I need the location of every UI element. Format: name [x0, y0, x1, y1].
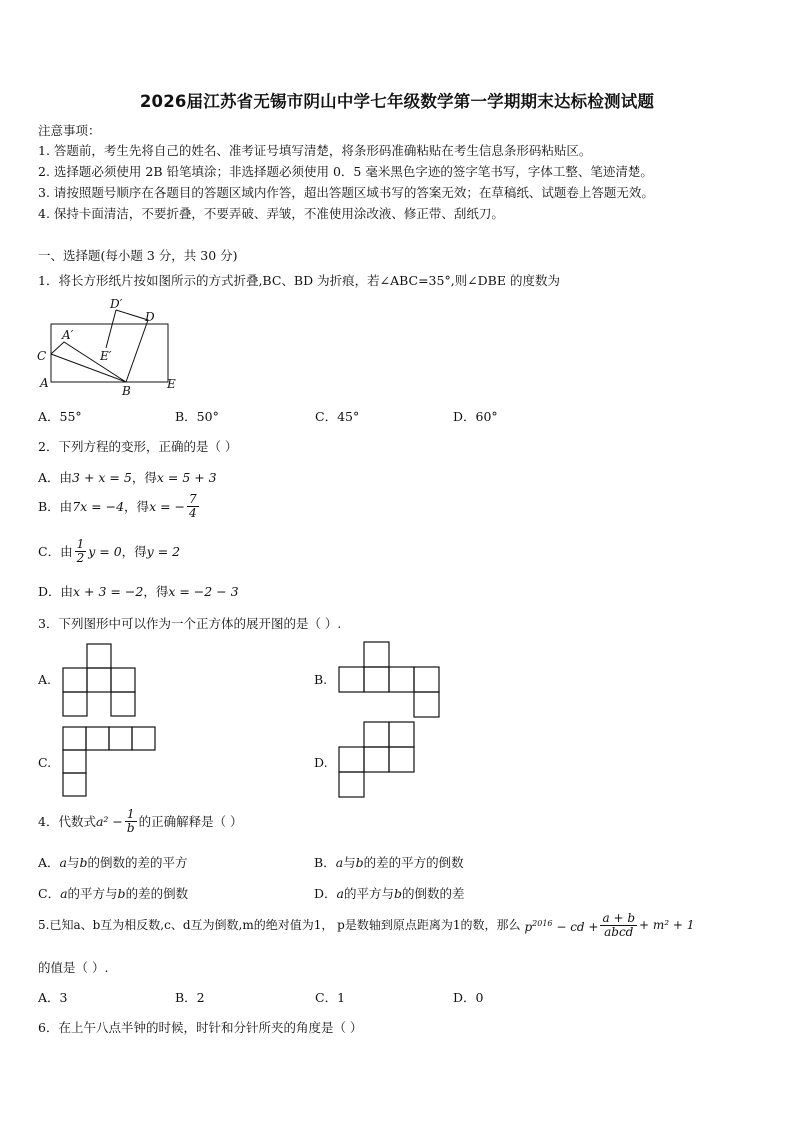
- fraction: [125, 808, 137, 835]
- expression-base: p: [524, 920, 533, 935]
- equation: 7x = −4: [72, 499, 125, 515]
- option-letter: C．: [38, 886, 61, 901]
- option-b: [314, 853, 464, 871]
- denominator: abcd: [604, 925, 634, 940]
- option-c: C．1: [315, 990, 346, 1005]
- option-d: D．60°: [453, 409, 498, 424]
- label-a: A: [40, 376, 49, 390]
- option-a: [38, 853, 188, 871]
- denominator: 2: [76, 551, 85, 566]
- option-text: 的倒数的差: [402, 886, 465, 901]
- numerator: a + b: [602, 911, 636, 925]
- option-c: [38, 538, 180, 565]
- question-2-stem: 2．下列方程的变形，正确的是（ ）: [38, 439, 238, 454]
- question-5-stem: [38, 912, 694, 939]
- notes-heading: 注意事项：: [38, 123, 101, 138]
- option-prefix: B．由: [38, 499, 73, 515]
- variable: b: [394, 886, 403, 901]
- option-text: 与: [343, 855, 356, 870]
- label-d: D: [145, 310, 155, 324]
- option-d: [314, 884, 465, 902]
- label-e-prime: E′: [100, 349, 112, 363]
- fraction: [75, 538, 87, 565]
- option-a: A．3: [38, 990, 68, 1005]
- option-text: 的差的倒数: [125, 886, 189, 901]
- option-a: A．55°: [38, 409, 82, 424]
- section-heading: 一、选择题(每小题 3 分，共 30 分): [38, 248, 238, 263]
- expression-tail: + m² + 1: [639, 918, 695, 933]
- variable: b: [79, 855, 88, 870]
- result: x = −: [149, 499, 186, 515]
- variable: a: [60, 886, 68, 901]
- option-b: B．50°: [175, 409, 219, 424]
- option-c: [38, 884, 188, 902]
- fraction: [187, 493, 199, 520]
- variable: b: [117, 886, 126, 901]
- option-c: C．45°: [315, 409, 360, 424]
- stem-prefix: 4．代数式: [38, 814, 96, 830]
- option-text: 的差的平方的倒数: [363, 855, 464, 870]
- expression: [524, 920, 598, 934]
- option-a-label: A.: [38, 672, 52, 687]
- option-letter: B．: [314, 855, 336, 870]
- question-1-stem: 1．将长方形纸片按如图所示的方式折叠,BC、BD 为折痕，若∠ABC=35°,则∠DBE 的度数为: [38, 273, 560, 288]
- numerator: 1: [76, 537, 85, 551]
- option-prefix: D．由: [38, 584, 74, 599]
- label-c: C: [37, 349, 47, 363]
- note-item: 3. 请按照题号顺序在各题目的答题区域内作答，超出答题区域书写的答案无效；在草稿纸、试题卷上答题无效。: [38, 185, 654, 200]
- question-5-line2: 的值是（ ）.: [38, 960, 109, 975]
- option-b: B．2: [175, 990, 205, 1005]
- question-6-stem: 6．在上午八点半钟的时候，时针和分针所夹的角度是（ ）: [38, 1020, 363, 1035]
- option-letter: A．: [38, 855, 60, 870]
- option-a: [38, 468, 217, 486]
- result: x = 5 + 3: [156, 470, 217, 485]
- result: y = 2: [146, 544, 181, 560]
- option-connector: ，得: [121, 544, 147, 560]
- option-connector: ，得: [124, 499, 150, 515]
- stem-suffix: 的正确解释是（ ）: [138, 814, 243, 830]
- option-d: [38, 582, 239, 600]
- exponent: 2016: [532, 919, 553, 929]
- numerator: 7: [189, 492, 197, 506]
- equation: x + 3 = −2: [73, 584, 144, 599]
- result: x = −2 − 3: [168, 584, 239, 599]
- net-d-figure: [338, 721, 420, 803]
- option-text: 与: [66, 855, 80, 870]
- net-b-figure: [338, 641, 442, 719]
- option-connector: ，得: [143, 584, 169, 599]
- note-item: 2. 选择题必须使用 2B 铅笔填涂；非选择题必须使用 0．5 毫米黑色字迹的签字笔书写，字体工整、笔迹清楚。: [38, 164, 653, 179]
- net-c-figure: [62, 726, 158, 798]
- option-prefix: C．由: [38, 544, 73, 560]
- equation: 3 + x = 5: [72, 470, 132, 485]
- option-b-label: B.: [314, 672, 328, 687]
- question-1-figure: [36, 296, 186, 398]
- net-a-figure: [62, 643, 140, 717]
- equation: y = 0: [88, 544, 122, 560]
- page-title: 2026届江苏省无锡市阴山中学七年级数学第一学期期末达标检测试题: [139, 92, 655, 111]
- variable: a: [335, 855, 344, 870]
- stem-text: 5.已知a、b互为相反数,c、d互为倒数,m的绝对值为1， p是数轴到原点距离为1的数，那么: [38, 918, 521, 933]
- variable: a: [336, 886, 344, 901]
- option-text: 的平方与: [67, 886, 118, 901]
- note-item: 1. 答题前，考生先将自己的姓名、准考证号填写清楚，将条形码准确粘贴在考生信息条形码粘贴区。: [38, 143, 592, 158]
- option-prefix: A．由: [38, 470, 73, 485]
- option-text: 的倒数的差的平方: [87, 855, 188, 870]
- label-a-prime: A′: [62, 328, 74, 342]
- denominator: b: [126, 821, 135, 836]
- question-4-stem: [38, 808, 243, 835]
- option-letter: D．: [314, 886, 337, 901]
- note-item: 4. 保持卡面清洁，不要折叠，不要弄破、弄皱，不准使用涂改液、修正带、刮纸刀。: [38, 206, 504, 221]
- expression-middle: − cd +: [556, 920, 599, 935]
- label-b: B: [122, 384, 131, 398]
- option-c-label: C.: [38, 755, 52, 770]
- option-d-label: D.: [314, 755, 328, 770]
- denominator: 4: [189, 506, 197, 521]
- variable: a: [59, 855, 67, 870]
- label-d-prime: D′: [110, 297, 123, 311]
- option-text: 的平方与: [343, 886, 394, 901]
- variable: b: [355, 855, 364, 870]
- option-connector: ，得: [131, 470, 157, 485]
- option-d: D．0: [453, 990, 484, 1005]
- option-b: [38, 493, 201, 520]
- expression: a² −: [95, 814, 123, 830]
- numerator: 1: [125, 808, 137, 822]
- fraction: [600, 912, 637, 939]
- label-e: E: [167, 377, 176, 391]
- question-3-stem: 3．下列图形中可以作为一个正方体的展开图的是（ ）.: [38, 616, 342, 631]
